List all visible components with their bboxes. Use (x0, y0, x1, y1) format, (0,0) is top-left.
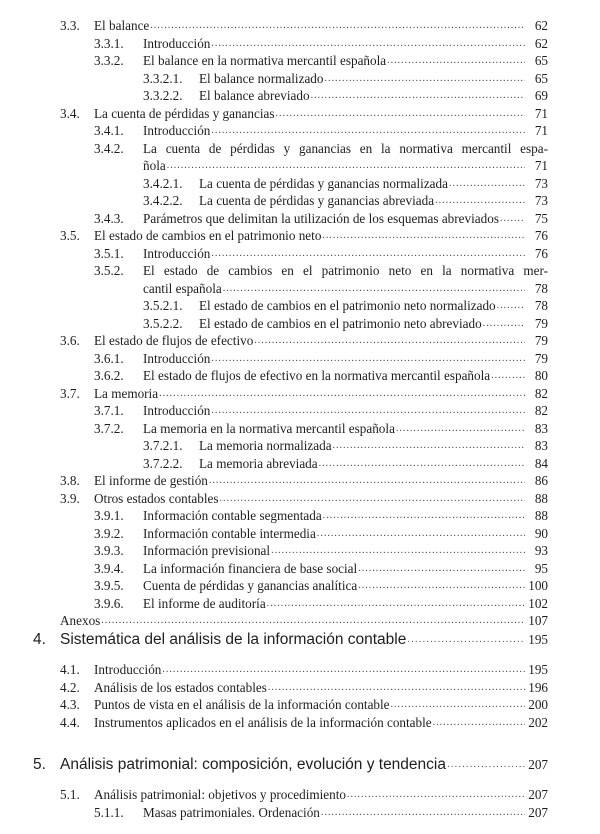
toc-entry (0, 175, 600, 193)
dot-leader (223, 280, 525, 298)
dot-leader (322, 227, 525, 245)
page-number: 84 (534, 455, 548, 471)
page-number: 73 (534, 175, 548, 191)
entry-title: El informe de auditoría (143, 595, 266, 611)
entry-title: El estado de cambios en el patrimonio neto (94, 228, 322, 243)
entry-number: 3.6. (60, 333, 80, 348)
toc-entry (0, 105, 600, 123)
dot-leader (211, 245, 525, 263)
entry-title: El estado de cambios en el patrimonio neto normalizado (199, 298, 496, 313)
page-number: 107 (528, 613, 548, 628)
toc-entry (0, 227, 600, 245)
dot-leader (162, 661, 525, 679)
dot-leader (159, 385, 525, 403)
dot-leader (150, 17, 525, 35)
entry-title: Información previsional (143, 543, 271, 558)
entry-title: Anexos (60, 613, 101, 628)
dot-leader (317, 525, 525, 543)
entry-number: 3.9. (60, 490, 80, 506)
entry-title: Puntos de vista en el análisis de la información contable (94, 697, 390, 712)
page-number: 65 (534, 70, 548, 86)
dot-leader (167, 157, 525, 175)
toc-entry (0, 437, 600, 455)
entry-number: 3.6.2. (94, 368, 124, 383)
page-number: 65 (534, 53, 548, 68)
page-number: 195 (528, 662, 548, 677)
page-number: 71 (534, 158, 548, 173)
toc-entry (0, 696, 600, 714)
dot-leader (433, 714, 525, 732)
toc-entry (0, 17, 600, 35)
entry-title: Análisis patrimonial: objetivos y procedimiento (94, 787, 346, 802)
toc-entry (0, 542, 600, 560)
entry-number: 4.3. (60, 697, 80, 712)
toc-entry (0, 507, 600, 525)
entry-number: 3.3.1. (94, 35, 124, 51)
toc-entry (0, 210, 600, 228)
entry-number: 3.8. (60, 473, 80, 488)
dot-leader (435, 192, 525, 210)
page-number: 79 (534, 350, 548, 366)
entry-number: 3.4. (60, 105, 80, 121)
toc-entry (0, 472, 600, 490)
page-number: 93 (534, 543, 548, 558)
entry-number: 4.4. (60, 714, 80, 730)
dot-leader (497, 297, 525, 315)
toc-entry (0, 560, 600, 578)
entry-number: 3.3.2. (94, 53, 124, 68)
entry-number: 4.1. (60, 662, 80, 677)
page-number: 76 (534, 228, 548, 243)
dot-leader (211, 122, 525, 140)
entry-title: El estado de cambios en el patrimonio neto abreviado (199, 315, 482, 331)
toc-entry (0, 786, 600, 804)
toc-entry (0, 157, 600, 175)
entry-title: El estado de flujos de efectivo en la normativa mercantil española (143, 368, 491, 383)
toc-entry (0, 420, 600, 438)
entry-number: 3.7.2.2. (143, 455, 183, 471)
toc-entry (0, 35, 600, 53)
page-number: 207 (528, 757, 548, 772)
dot-leader (211, 35, 525, 53)
toc-entry (0, 52, 600, 70)
toc-entry (0, 350, 600, 368)
dot-leader (254, 332, 525, 350)
entry-number: 3.9.3. (94, 543, 124, 558)
entry-title: El estado de cambios en el patrimonio neto en la normativa mer- (143, 263, 548, 278)
entry-number: 3.4.2.1. (143, 175, 183, 191)
dot-leader (209, 472, 525, 490)
page-number: 75 (534, 210, 548, 226)
entry-title: La memoria abreviada (199, 455, 318, 471)
page-number: 62 (534, 35, 548, 51)
entry-title: La memoria (94, 385, 159, 401)
entry-number: 3.3.2.2. (143, 88, 183, 103)
entry-title: Análisis de los estados contables (94, 679, 267, 695)
entry-title: La cuenta de pérdidas y ganancias (94, 105, 275, 121)
entry-title: Introducción (143, 123, 211, 138)
entry-title: Cuenta de pérdidas y ganancias analítica (143, 578, 358, 593)
page-number: 100 (528, 578, 548, 593)
page-number: 73 (534, 193, 548, 208)
entry-number: 3.6.1. (94, 350, 124, 366)
entry-number: 5.1.1. (94, 804, 124, 820)
dot-leader (333, 437, 525, 455)
page-number: 195 (528, 632, 548, 647)
dot-leader (358, 560, 525, 578)
dot-leader (220, 490, 525, 508)
entry-number: 3.9.5. (94, 578, 124, 593)
entry-title: Introducción (94, 662, 162, 677)
entry-title: ñola (143, 158, 166, 173)
toc-entry (0, 315, 600, 333)
dot-leader (396, 420, 525, 438)
dot-leader (211, 350, 525, 368)
page-number: 207 (528, 804, 548, 820)
dot-leader (449, 175, 525, 193)
dot-leader (483, 315, 525, 333)
entry-number: 4.2. (60, 679, 80, 695)
entry-number: 3.5.2. (94, 263, 124, 278)
toc-entry (0, 490, 600, 508)
dot-leader (211, 402, 525, 420)
toc-entry (0, 402, 600, 420)
entry-number: 3.5. (60, 228, 80, 243)
page-number: 78 (534, 280, 548, 296)
toc-entry (0, 332, 600, 350)
page-number: 79 (534, 315, 548, 331)
toc-entry (0, 679, 600, 697)
toc-entry (0, 297, 600, 315)
toc-entry (0, 804, 600, 822)
dot-leader (407, 631, 525, 649)
page-number: 79 (534, 333, 548, 348)
entry-number: 3.9.2. (94, 525, 124, 541)
entry-title: El balance normalizado (199, 70, 324, 86)
entry-title: Otros estados contables (94, 490, 219, 506)
entry-title: El informe de gestión (94, 473, 208, 488)
dot-leader (347, 786, 525, 804)
entry-title: Introducción (143, 245, 211, 261)
toc-entry (0, 385, 600, 403)
page-number: 196 (528, 679, 548, 695)
entry-title: El balance (94, 18, 150, 33)
page-number: 88 (534, 508, 548, 523)
entry-title: El balance en la normativa mercantil española (143, 53, 387, 68)
dot-leader (276, 105, 525, 123)
chapter-entry (0, 756, 600, 774)
chapter-entry (0, 631, 600, 649)
entry-number: 3.3.2.1. (143, 70, 183, 86)
dot-leader (391, 696, 525, 714)
entry-title: cantil española (143, 280, 222, 296)
dot-leader (101, 612, 525, 630)
entry-title: El balance abreviado (199, 88, 310, 103)
page-number: 83 (534, 420, 548, 436)
page-number: 71 (534, 105, 548, 121)
toc-entry (0, 367, 600, 385)
page-number: 62 (534, 18, 548, 33)
toc-entry (0, 70, 600, 88)
entry-title: Información contable segmentada (143, 508, 322, 523)
entry-number: 3.5.2.2. (143, 315, 183, 331)
entry-title: Análisis patrimonial: composición, evolución y tendencia (60, 756, 446, 773)
dot-leader (267, 595, 525, 613)
dot-leader (325, 70, 526, 88)
entry-title: Introducción (143, 35, 211, 51)
dot-leader (271, 542, 525, 560)
page-number: 82 (534, 403, 548, 418)
entry-title: Masas patrimoniales. Ordenación (143, 804, 320, 820)
page-number: 102 (528, 595, 548, 611)
entry-number: 5. (33, 756, 46, 773)
entry-number: 5.1. (60, 787, 80, 802)
entry-number: 3.9.6. (94, 595, 124, 611)
entry-title: La información financiera de base social (143, 560, 358, 576)
dot-leader (447, 756, 525, 774)
page-number: 71 (534, 123, 548, 138)
page-number: 95 (534, 560, 548, 576)
toc-entry (0, 140, 600, 158)
page-number: 90 (534, 525, 548, 541)
entry-title: La cuenta de pérdidas y ganancias en la normativa mercantil espa- (143, 140, 548, 156)
entry-number: 3.3. (60, 18, 80, 33)
dot-leader (491, 367, 525, 385)
toc-entry (0, 262, 600, 280)
page-number: 78 (534, 298, 548, 313)
dot-leader (321, 804, 525, 822)
toc-entry (0, 280, 600, 298)
dot-leader (268, 679, 525, 697)
toc-entry (0, 595, 600, 613)
entry-title: La memoria normalizada (199, 438, 332, 453)
page-number: 202 (528, 714, 548, 730)
toc-entry (0, 245, 600, 263)
entry-title: La memoria en la normativa mercantil española (143, 420, 395, 436)
entry-number: 3.4.3. (94, 210, 124, 226)
toc-entry (0, 192, 600, 210)
entry-title: La cuenta de pérdidas y ganancias abreviada (199, 193, 435, 208)
page-number: 82 (534, 385, 548, 401)
dot-leader (319, 455, 525, 473)
entry-number: 3.4.1. (94, 123, 124, 138)
page-number: 88 (534, 490, 548, 506)
entry-number: 3.7.2. (94, 420, 124, 436)
toc-entry (0, 122, 600, 140)
entry-title: Parámetros que delimitan la utilización de los esquemas abreviados (143, 210, 499, 226)
page-number: 86 (534, 473, 548, 488)
entry-title: La cuenta de pérdidas y ganancias normalizada (199, 175, 448, 191)
entry-number: 3.4.2.2. (143, 193, 183, 208)
entry-number: 3.4.2. (94, 140, 124, 156)
toc-entry (0, 525, 600, 543)
entry-title: Introducción (143, 403, 211, 418)
dot-leader (387, 52, 525, 70)
entry-number: 3.9.1. (94, 508, 124, 523)
entry-number: 3.5.2.1. (143, 298, 183, 313)
entry-title: Introducción (143, 350, 211, 366)
dot-leader (358, 577, 525, 595)
entry-title: Sistemática del análisis de la información contable (60, 631, 407, 648)
toc-entry (0, 455, 600, 473)
entry-number: 3.9.4. (94, 560, 124, 576)
page-number: 207 (528, 787, 548, 802)
toc-entry (0, 661, 600, 679)
dot-leader (311, 87, 525, 105)
entry-title: Información contable intermedia (143, 525, 316, 541)
toc-entry (0, 577, 600, 595)
page-number: 76 (534, 245, 548, 261)
toc-entry (0, 612, 600, 630)
entry-title: El estado de flujos de efectivo (94, 333, 254, 348)
dot-leader (500, 210, 525, 228)
page-number: 83 (534, 438, 548, 453)
dot-leader (323, 507, 525, 525)
page-number: 69 (534, 88, 548, 103)
toc-entry (0, 87, 600, 105)
page-number: 80 (534, 368, 548, 383)
entry-number: 3.7.2.1. (143, 438, 183, 453)
toc-entry (0, 714, 600, 732)
entry-title: Instrumentos aplicados en el análisis de la información contable (94, 714, 432, 730)
page-number: 200 (528, 697, 548, 712)
entry-number: 4. (33, 631, 46, 648)
entry-number: 3.5.1. (94, 245, 124, 261)
entry-number: 3.7.1. (94, 403, 124, 418)
entry-number: 3.7. (60, 385, 80, 401)
